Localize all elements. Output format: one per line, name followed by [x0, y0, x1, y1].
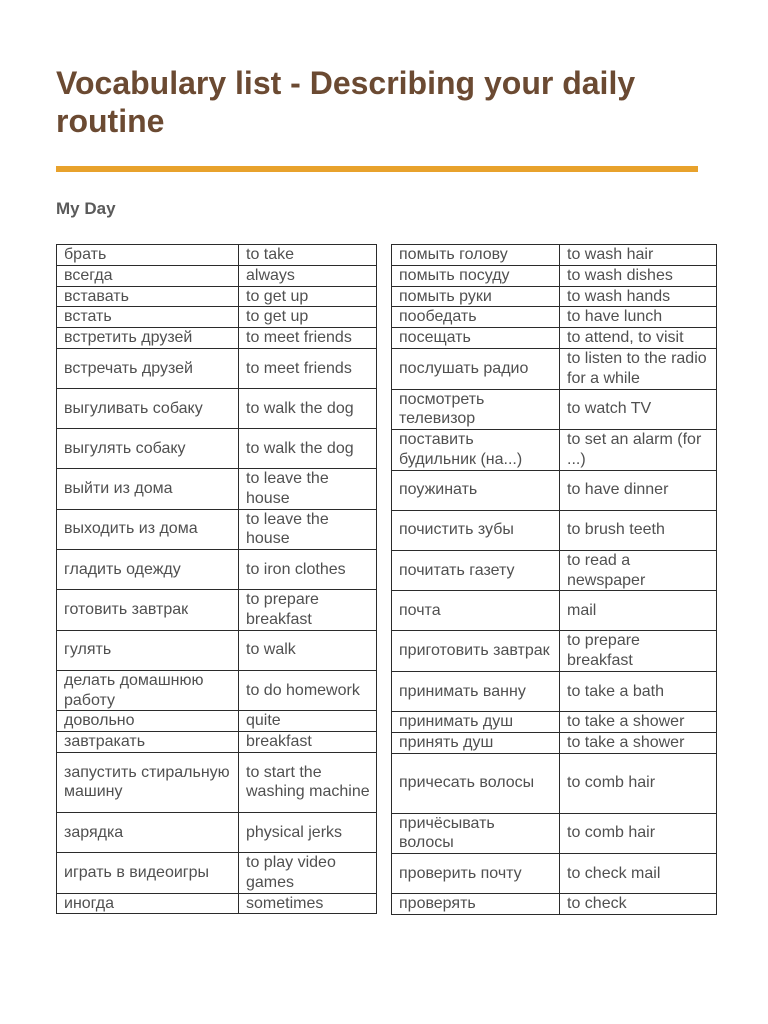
russian-term: почистить зубы — [392, 510, 560, 550]
english-translation: physical jerks — [239, 812, 377, 852]
english-translation: to meet friends — [239, 328, 377, 349]
vocab-row — [57, 286, 377, 307]
vocab-row — [57, 468, 377, 509]
russian-term: помыть посуду — [392, 265, 560, 286]
english-translation: to take a shower — [560, 732, 717, 753]
vocab-row — [57, 348, 377, 388]
english-translation: always — [239, 265, 377, 286]
english-translation: to get up — [239, 307, 377, 328]
vocab-row — [392, 389, 717, 430]
vocab-row — [57, 245, 377, 266]
english-translation: to start the washing machine — [239, 752, 377, 812]
russian-term: выгулять собаку — [57, 428, 239, 468]
vocab-row — [57, 428, 377, 468]
english-translation: to wash hair — [560, 245, 717, 266]
english-translation: to watch TV — [560, 389, 717, 430]
english-translation: to comb hair — [560, 813, 717, 854]
english-translation: to walk — [239, 630, 377, 670]
russian-term: брать — [57, 245, 239, 266]
russian-term: завтракать — [57, 732, 239, 753]
english-translation: to take — [239, 245, 377, 266]
english-translation: to read a newspaper — [560, 550, 717, 591]
vocab-row — [57, 732, 377, 753]
russian-term: играть в видеоигры — [57, 852, 239, 893]
russian-term: выгуливать собаку — [57, 388, 239, 428]
russian-term: гладить одежду — [57, 550, 239, 590]
vocab-row — [57, 752, 377, 812]
english-translation: to have lunch — [560, 307, 717, 328]
english-translation: to attend, to visit — [560, 328, 717, 349]
english-translation: quite — [239, 711, 377, 732]
russian-term: вставать — [57, 286, 239, 307]
section-subtitle: My Day — [56, 199, 116, 218]
vocab-row — [392, 265, 717, 286]
vocab-row — [57, 328, 377, 349]
russian-term: посещать — [392, 328, 560, 349]
english-translation: to wash hands — [560, 286, 717, 307]
russian-term: послушать радио — [392, 348, 560, 389]
vocab-table-right — [391, 244, 717, 915]
vocab-row — [57, 307, 377, 328]
vocab-row — [57, 630, 377, 670]
english-translation: to leave the house — [239, 468, 377, 509]
russian-term: зарядка — [57, 812, 239, 852]
vocab-row — [57, 550, 377, 590]
english-translation: to leave the house — [239, 509, 377, 550]
english-translation: to iron clothes — [239, 550, 377, 590]
vocab-row — [392, 430, 717, 471]
vocab-row — [392, 245, 717, 266]
russian-term: делать домашнюю работу — [57, 670, 239, 711]
vocab-row — [57, 893, 377, 914]
english-translation: to listen to the radio for a while — [560, 348, 717, 389]
english-translation: sometimes — [239, 893, 377, 914]
vocab-row — [392, 894, 717, 915]
vocab-table-left — [56, 244, 377, 914]
english-translation: to meet friends — [239, 348, 377, 388]
russian-term: принять душ — [392, 732, 560, 753]
vocab-row — [392, 732, 717, 753]
vocab-row — [57, 388, 377, 428]
vocab-row — [392, 591, 717, 631]
vocab-row — [392, 671, 717, 711]
vocab-row — [392, 328, 717, 349]
vocab-row — [392, 470, 717, 510]
vocab-row — [392, 286, 717, 307]
russian-term: приготовить завтрак — [392, 631, 560, 672]
english-translation: to do homework — [239, 670, 377, 711]
english-translation: to take a bath — [560, 671, 717, 711]
english-translation: to have dinner — [560, 470, 717, 510]
russian-term: запустить стиральную машину — [57, 752, 239, 812]
russian-term: поставить будильник (на...) — [392, 430, 560, 471]
vocab-row — [392, 854, 717, 894]
vocab-row — [392, 631, 717, 672]
english-translation: to comb hair — [560, 753, 717, 813]
vocab-row — [392, 307, 717, 328]
russian-term: довольно — [57, 711, 239, 732]
russian-term: поужинать — [392, 470, 560, 510]
english-translation: to walk the dog — [239, 428, 377, 468]
vocab-row — [392, 753, 717, 813]
russian-term: гулять — [57, 630, 239, 670]
english-translation: to brush teeth — [560, 510, 717, 550]
english-translation: to play video games — [239, 852, 377, 893]
russian-term: выходить из дома — [57, 509, 239, 550]
russian-term: почитать газету — [392, 550, 560, 591]
vocab-row — [57, 509, 377, 550]
russian-term: встречать друзей — [57, 348, 239, 388]
vocab-row — [57, 590, 377, 631]
vocab-row — [57, 711, 377, 732]
russian-term: всегда — [57, 265, 239, 286]
russian-term: принимать ванну — [392, 671, 560, 711]
russian-term: готовить завтрак — [57, 590, 239, 631]
english-translation: to check mail — [560, 854, 717, 894]
english-translation: to wash dishes — [560, 265, 717, 286]
russian-term: помыть голову — [392, 245, 560, 266]
english-translation: mail — [560, 591, 717, 631]
vocab-row — [392, 711, 717, 732]
title-divider — [56, 166, 698, 172]
russian-term: иногда — [57, 893, 239, 914]
vocab-row — [57, 265, 377, 286]
vocab-row — [57, 670, 377, 711]
vocab-row — [392, 550, 717, 591]
russian-term: причёсывать волосы — [392, 813, 560, 854]
russian-term: выйти из дома — [57, 468, 239, 509]
russian-term: проверять — [392, 894, 560, 915]
vocab-row — [392, 348, 717, 389]
english-translation: to check — [560, 894, 717, 915]
russian-term: помыть руки — [392, 286, 560, 307]
page-title: Vocabulary list - Describing your daily routine — [56, 65, 636, 139]
russian-term: причесать волосы — [392, 753, 560, 813]
russian-term: проверить почту — [392, 854, 560, 894]
english-translation: to take a shower — [560, 711, 717, 732]
english-translation: to prepare breakfast — [560, 631, 717, 672]
russian-term: почта — [392, 591, 560, 631]
english-translation: to get up — [239, 286, 377, 307]
english-translation: to set an alarm (for ...) — [560, 430, 717, 471]
russian-term: встать — [57, 307, 239, 328]
vocab-row — [392, 510, 717, 550]
vocab-row — [57, 812, 377, 852]
english-translation: to prepare breakfast — [239, 590, 377, 631]
russian-term: пообедать — [392, 307, 560, 328]
vocab-row — [392, 813, 717, 854]
english-translation: to walk the dog — [239, 388, 377, 428]
russian-term: встретить друзей — [57, 328, 239, 349]
russian-term: принимать душ — [392, 711, 560, 732]
english-translation: breakfast — [239, 732, 377, 753]
vocab-row — [57, 852, 377, 893]
russian-term: посмотреть телевизор — [392, 389, 560, 430]
